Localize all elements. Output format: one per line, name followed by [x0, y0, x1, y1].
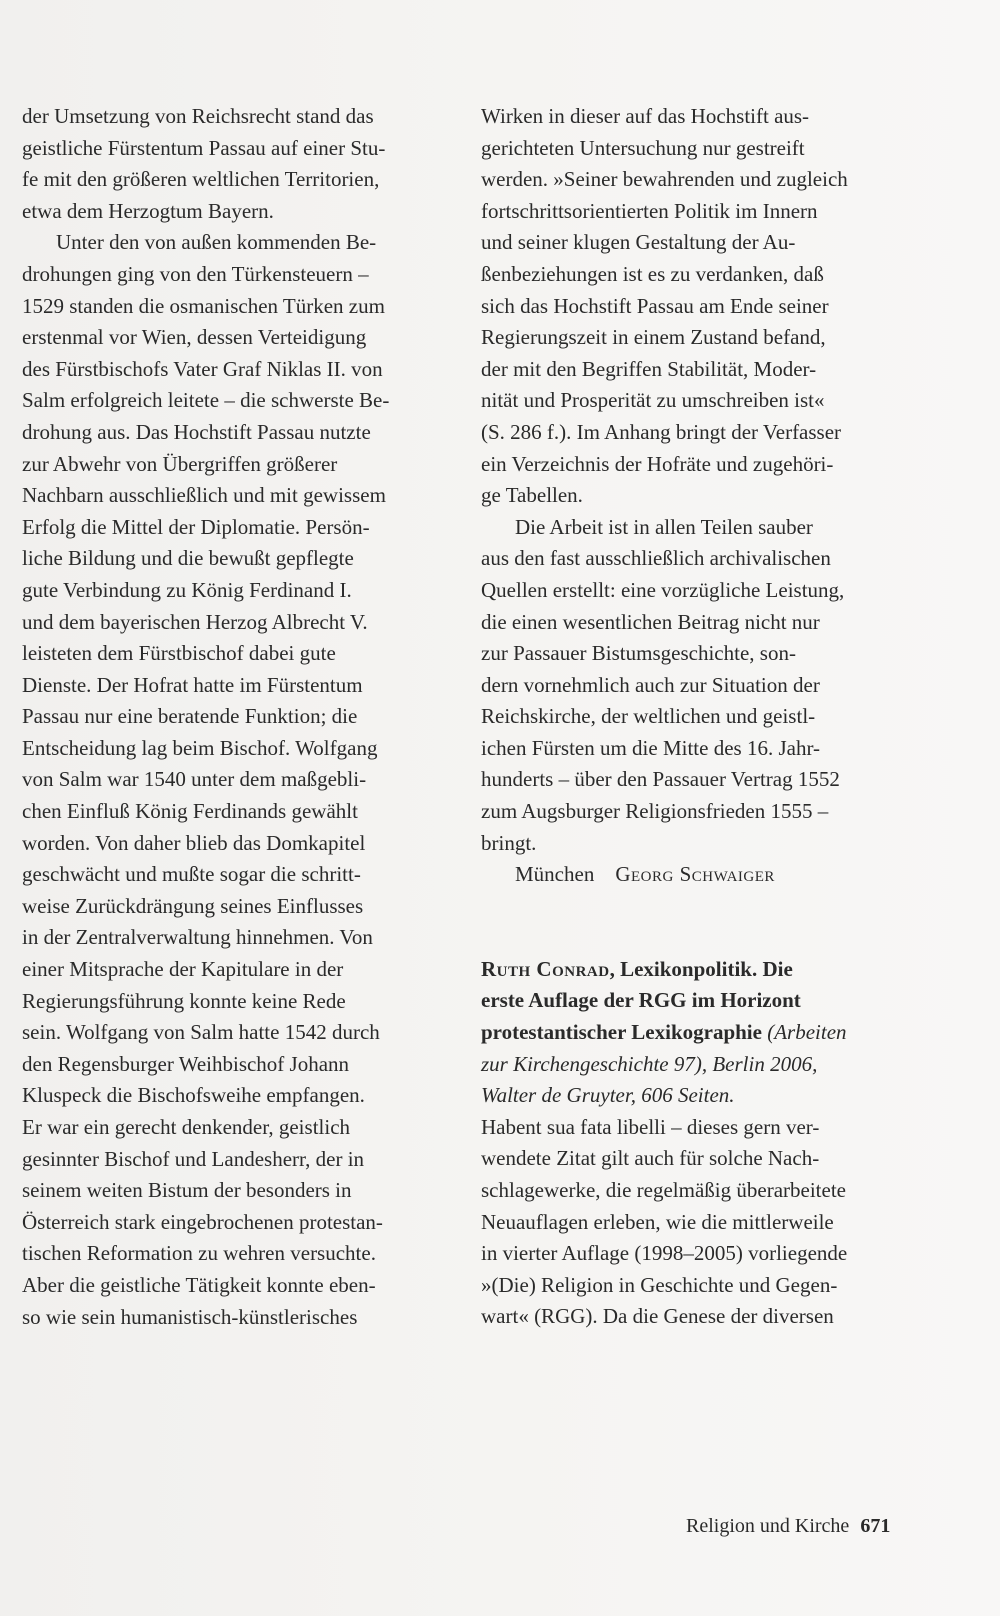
- text-line: Unter den von außen kommenden Be-: [56, 230, 377, 255]
- review-title-line: , Lexikonpolitik. Die: [609, 956, 793, 981]
- text-line: Passau nur eine beratende Funktion; die: [22, 704, 358, 729]
- text-line: werden. »Seiner bewahrenden und zugleich: [481, 167, 848, 192]
- page-footer: [686, 1515, 890, 1538]
- review-signature: [481, 859, 926, 891]
- text-line: Aber die geistliche Tätigkeit konnte eben-: [22, 1272, 376, 1297]
- page-number: 671: [860, 1515, 891, 1537]
- text-line: weise Zurückdrängung seines Einflusses: [22, 893, 364, 918]
- text-line: fe mit den größeren weltlichen Territorien,: [22, 167, 380, 192]
- text-line: ge Tabellen.: [481, 483, 583, 508]
- text-line: der mit den Begriffen Stabilität, Moder-: [481, 356, 817, 381]
- review-heading: [481, 954, 926, 986]
- text-line: Erfolg die Mittel der Diplomatie. Persön-: [22, 514, 370, 539]
- text-line: etwa dem Herzogtum Bayern.: [22, 198, 274, 223]
- text-line: »(Die) Religion in Geschichte und Gegen-: [481, 1272, 838, 1297]
- text-line: der Umsetzung von Reichsrecht stand das: [22, 104, 374, 128]
- text-line: des Fürstbischofs Vater Graf Niklas II. von: [22, 356, 383, 381]
- text-line: erstenmal vor Wien, dessen Verteidigung: [22, 325, 367, 350]
- text-line: Kluspeck die Bischofsweihe empfangen.: [22, 1083, 365, 1108]
- review-title-line: [481, 1017, 926, 1049]
- text-line: sich das Hochstift Passau am Ende seiner: [481, 293, 829, 318]
- text-line: hunderts – über den Passauer Vertrag 1552: [481, 767, 840, 792]
- text-line: bringt.: [481, 830, 537, 855]
- text-line: Neuauflagen erleben, wie die mittlerweile: [481, 1209, 834, 1234]
- review-series-part: (Arbeiten: [767, 1020, 847, 1045]
- text-line: Habent sua fata libelli – dieses gern ver-: [481, 1114, 820, 1139]
- text-line: wendete Zitat gilt auch für solche Nach-: [481, 1146, 820, 1171]
- text-line: gute Verbindung zu König Ferdinand I.: [22, 577, 352, 602]
- text-line: ichen Fürsten um die Mitte des 16. Jahr-: [481, 735, 821, 760]
- text-line: geschwächt und mußte sogar die schritt-: [22, 862, 361, 887]
- text-line: chen Einfluß König Ferdinands gewählt: [22, 799, 358, 824]
- text-line: Nachbarn ausschließlich und mit gewissem: [22, 483, 386, 508]
- text-line: Er war ein gerecht denkender, geistlich: [22, 1115, 351, 1139]
- text-line: die einen wesentlichen Beitrag nicht nur: [481, 609, 820, 634]
- review-title-part: protestantischer Lexikographie: [481, 1020, 768, 1045]
- text-line: liche Bildung und die bewußt gepflegte: [22, 546, 354, 571]
- text-line: zur Passauer Bistumsgeschichte, son-: [481, 641, 796, 666]
- text-line: Salm erfolgreich leitete – die schwerste Be-: [22, 388, 390, 413]
- right-column: [481, 101, 926, 1333]
- text-line: sein. Wolfgang von Salm hatte 1542 durch: [22, 1020, 380, 1045]
- review-author: Ruth Conrad: [481, 956, 610, 981]
- text-line: drohungen ging von den Türkensteuern –: [22, 261, 369, 286]
- text-line: leisteten dem Fürstbischof dabei gute: [22, 641, 336, 666]
- text-line: gerichteten Untersuchung nur gestreift: [481, 135, 805, 160]
- text-line: worden. Von daher blieb das Domkapitel: [22, 830, 366, 855]
- review-title-line: erste Auflage der RGG im Horizont: [481, 988, 801, 1013]
- text-line: seinem weiten Bistum der besonders in: [22, 1178, 352, 1203]
- text-line: und dem bayerischen Herzog Albrecht V.: [22, 609, 368, 634]
- text-line: fortschrittsorientierten Politik im Innern: [481, 198, 818, 223]
- text-line: so wie sein humanistisch-künstlerisches: [22, 1304, 358, 1329]
- text-line: ßenbeziehungen ist es zu verdanken, daß: [481, 261, 824, 286]
- text-line: Regierungsführung konnte keine Rede: [22, 988, 346, 1013]
- text-line: 1529 standen die osmanischen Türken zum: [22, 293, 385, 318]
- text-line: geistliche Fürstentum Passau auf einer Stu-: [22, 135, 386, 160]
- text-line: in vierter Auflage (1998–2005) vorliegende: [481, 1241, 848, 1266]
- signature-author: Georg Schwaiger: [615, 862, 775, 887]
- text-line: drohung aus. Das Hochstift Passau nutzte: [22, 419, 371, 444]
- text-line: Die Arbeit ist in allen Teilen sauber: [515, 514, 813, 539]
- text-line: zur Abwehr von Übergriffen größerer: [22, 451, 338, 476]
- text-line: Dienste. Der Hofrat hatte im Fürstentum: [22, 672, 363, 697]
- section-gap: [481, 891, 926, 954]
- text-line: in der Zentralverwaltung hinnehmen. Von: [22, 925, 373, 950]
- text-line: dern vornehmlich auch zur Situation der: [481, 672, 820, 697]
- text-line: aus den fast ausschließlich archivalischen: [481, 546, 831, 571]
- text-line: wart« (RGG). Da die Genese der diversen: [481, 1304, 834, 1329]
- review-publication-line: Walter de Gruyter, 606 Seiten.: [481, 1083, 735, 1108]
- text-line: einer Mitsprache der Kapitulare in der: [22, 957, 344, 982]
- text-line: Reichskirche, der weltlichen und geistl-: [481, 704, 816, 729]
- text-line: (S. 286 f.). Im Anhang bringt der Verfasser: [481, 419, 842, 444]
- running-footer-section: Religion und Kirche: [686, 1515, 850, 1537]
- text-line: Entscheidung lag beim Bischof. Wolfgang: [22, 735, 378, 760]
- review-publication-line: zur Kirchengeschichte 97), Berlin 2006,: [481, 1051, 818, 1076]
- text-line: ein Verzeichnis der Hofräte und zugehöri-: [481, 451, 834, 476]
- text-line: Österreich stark eingebrochenen protestan-: [22, 1209, 383, 1234]
- text-line: tischen Reformation zu wehren versuchte.: [22, 1241, 376, 1266]
- text-line: den Regensburger Weihbischof Johann: [22, 1051, 350, 1076]
- signature-city: München: [515, 862, 595, 887]
- text-line: und seiner klugen Gestaltung der Au-: [481, 230, 796, 255]
- left-column: [22, 101, 462, 1333]
- text-line: Wirken in dieser auf das Hochstift aus-: [481, 104, 810, 128]
- text-line: nität und Prosperität zu umschreiben ist«: [481, 388, 825, 413]
- text-line: zum Augsburger Religionsfrieden 1555 –: [481, 799, 829, 824]
- text-line: Quellen erstellt: eine vorzügliche Leistung,: [481, 577, 845, 602]
- text-line: Regierungszeit in einem Zustand befand,: [481, 325, 826, 350]
- text-line: gesinnter Bischof und Landesherr, der in: [22, 1146, 365, 1171]
- text-line: schlagewerke, die regelmäßig überarbeitete: [481, 1178, 846, 1202]
- text-line: von Salm war 1540 unter dem maßgebli-: [22, 767, 367, 792]
